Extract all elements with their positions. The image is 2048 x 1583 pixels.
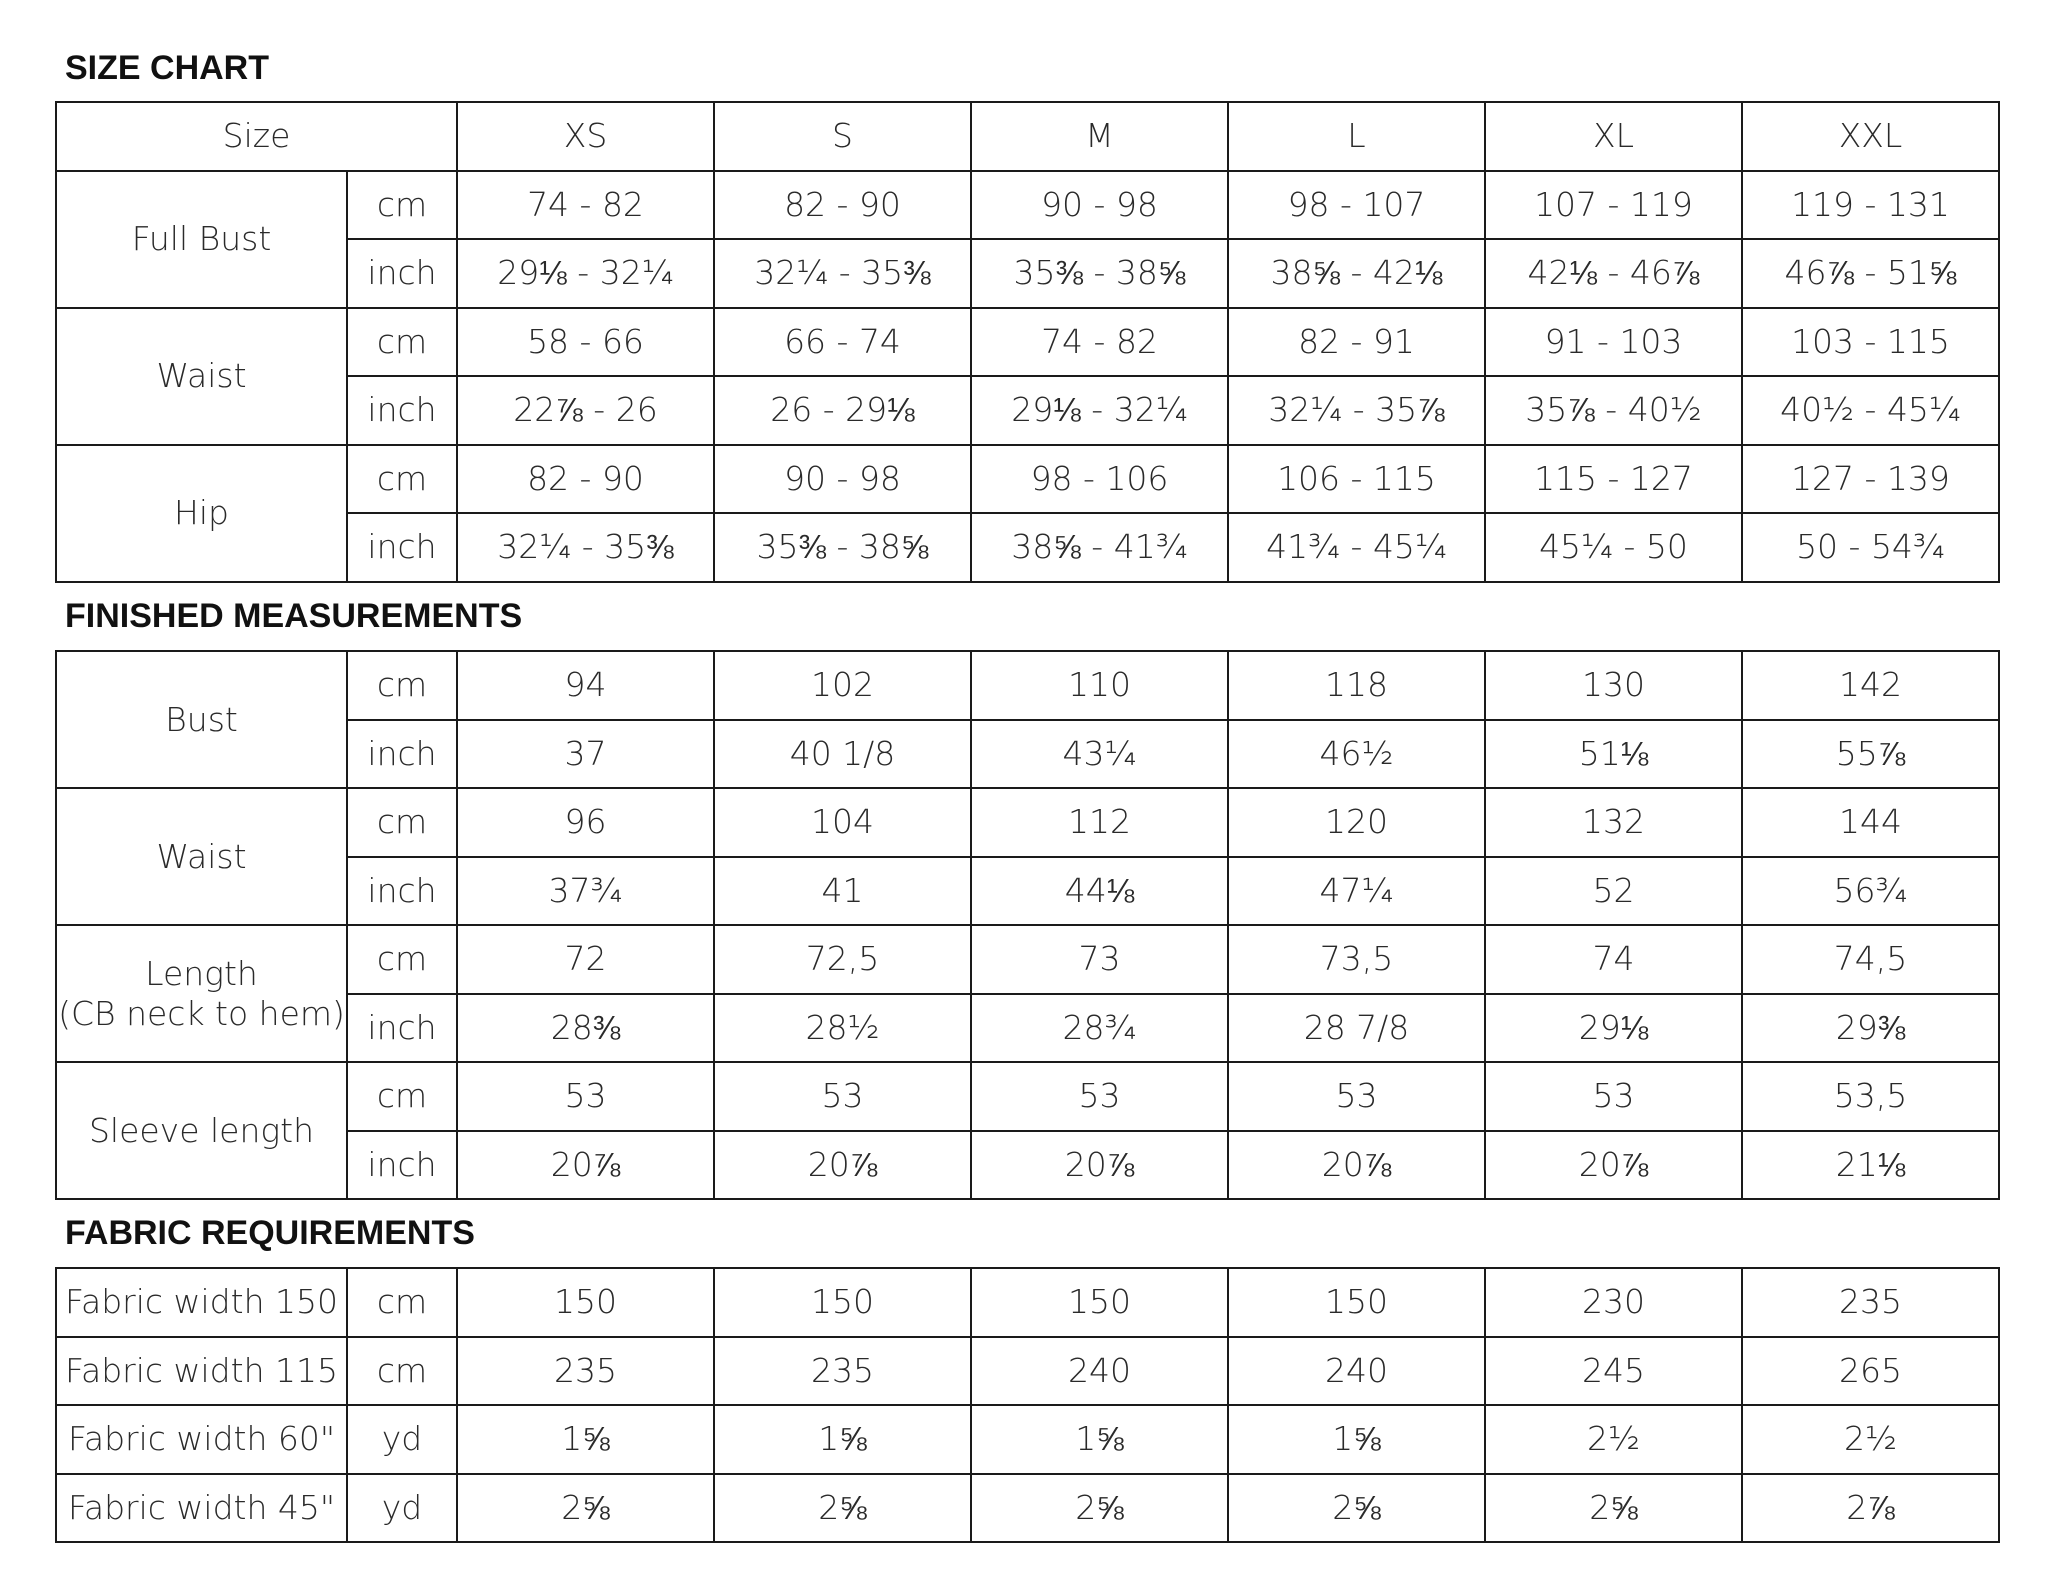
value-cell: 235	[1742, 1268, 1999, 1337]
unit-cell: inch	[347, 994, 457, 1063]
table-row	[56, 1268, 1999, 1337]
value-cell: 29⅛	[1485, 994, 1742, 1063]
value-cell: 58 - 66	[457, 308, 714, 377]
value-cell: 40½ - 45¼	[1742, 376, 1999, 445]
value-cell: 41¾ - 45¼	[1228, 513, 1485, 582]
unit-cell: cm	[347, 1268, 457, 1337]
table-row	[56, 994, 1999, 1063]
value-cell: 28⅜	[457, 994, 714, 1063]
value-cell: 130	[1485, 651, 1742, 720]
value-cell: 51⅛	[1485, 720, 1742, 789]
value-cell: 45¼ - 50	[1485, 513, 1742, 582]
value-cell: 127 - 139	[1742, 445, 1999, 514]
value-cell: 44⅛	[971, 857, 1228, 926]
value-cell: 41	[714, 857, 971, 926]
value-cell: 40 1/8	[714, 720, 971, 789]
measurement-label: Full Bust	[56, 171, 347, 308]
table-row	[56, 1474, 1999, 1543]
measurement-label	[56, 925, 347, 1062]
value-cell: 230	[1485, 1268, 1742, 1337]
value-cell: 43¼	[971, 720, 1228, 789]
table-row	[56, 445, 1999, 514]
value-cell: 53	[457, 1062, 714, 1131]
table-row	[56, 1131, 1999, 1200]
measurement-label: Waist	[56, 788, 347, 925]
table-row	[56, 788, 1999, 857]
value-cell: 20⅞	[714, 1131, 971, 1200]
unit-cell: inch	[347, 239, 457, 308]
value-cell: 52	[1485, 857, 1742, 926]
value-cell: 98 - 107	[1228, 171, 1485, 240]
value-cell: 21⅛	[1742, 1131, 1999, 1200]
value-cell: 53,5	[1742, 1062, 1999, 1131]
value-cell: 150	[457, 1268, 714, 1337]
value-cell: 119 - 131	[1742, 171, 1999, 240]
value-cell: 132	[1485, 788, 1742, 857]
value-cell: 29⅛ - 32¼	[457, 239, 714, 308]
value-cell: 2⅝	[971, 1474, 1228, 1543]
value-cell: 35⅞ - 40½	[1485, 376, 1742, 445]
value-cell: 150	[714, 1268, 971, 1337]
value-cell: 73,5	[1228, 925, 1485, 994]
value-cell: 235	[714, 1337, 971, 1406]
value-cell: 20⅞	[971, 1131, 1228, 1200]
value-cell: 2⅝	[1228, 1474, 1485, 1543]
value-cell: 94	[457, 651, 714, 720]
value-cell: 2⅝	[714, 1474, 971, 1543]
table-row	[56, 513, 1999, 582]
unit-cell: cm	[347, 788, 457, 857]
value-cell: 32¼ - 35⅜	[714, 239, 971, 308]
value-cell: 32¼ - 35⅞	[1228, 376, 1485, 445]
value-cell: 107 - 119	[1485, 171, 1742, 240]
finished-measurements-table	[55, 650, 2000, 1200]
value-cell: 103 - 115	[1742, 308, 1999, 377]
value-cell: 235	[457, 1337, 714, 1406]
value-cell: 112	[971, 788, 1228, 857]
value-cell: 35⅜ - 38⅝	[714, 513, 971, 582]
value-cell: 2⅞	[1742, 1474, 1999, 1543]
value-cell: 1⅝	[714, 1405, 971, 1474]
value-cell: 72,5	[714, 925, 971, 994]
unit-cell: cm	[347, 925, 457, 994]
unit-cell: cm	[347, 1062, 457, 1131]
value-cell: 91 - 103	[1485, 308, 1742, 377]
fabric-label: Fabric width 150	[56, 1268, 347, 1337]
table-row	[56, 308, 1999, 377]
value-cell: 82 - 91	[1228, 308, 1485, 377]
size-chart-title: SIZE CHART	[65, 49, 269, 87]
value-cell: 90 - 98	[971, 171, 1228, 240]
value-cell: 120	[1228, 788, 1485, 857]
unit-cell: yd	[347, 1474, 457, 1543]
value-cell: 20⅞	[1228, 1131, 1485, 1200]
unit-cell: inch	[347, 1131, 457, 1200]
value-cell: 2⅝	[457, 1474, 714, 1543]
value-cell: 28½	[714, 994, 971, 1063]
value-cell: 53	[1485, 1062, 1742, 1131]
size-header-cell: M	[971, 102, 1228, 171]
value-cell: 98 - 106	[971, 445, 1228, 514]
table-row	[56, 239, 1999, 308]
value-cell: 20⅞	[1485, 1131, 1742, 1200]
value-cell: 66 - 74	[714, 308, 971, 377]
value-cell: 150	[971, 1268, 1228, 1337]
size-header-label: Size	[56, 102, 457, 171]
value-cell: 110	[971, 651, 1228, 720]
value-cell: 1⅝	[1228, 1405, 1485, 1474]
value-cell: 74,5	[1742, 925, 1999, 994]
value-cell: 118	[1228, 651, 1485, 720]
unit-cell: cm	[347, 445, 457, 514]
table-row	[56, 925, 1999, 994]
unit-cell: inch	[347, 376, 457, 445]
value-cell: 150	[1228, 1268, 1485, 1337]
value-cell: 42⅛ - 46⅞	[1485, 239, 1742, 308]
value-cell: 28¾	[971, 994, 1228, 1063]
unit-cell: cm	[347, 651, 457, 720]
value-cell: 46⅞ - 51⅝	[1742, 239, 1999, 308]
value-cell: 47¼	[1228, 857, 1485, 926]
table-row	[56, 1337, 1999, 1406]
value-cell: 50 - 54¾	[1742, 513, 1999, 582]
measurement-label: Waist	[56, 308, 347, 445]
value-cell: 104	[714, 788, 971, 857]
value-cell: 29⅛ - 32¼	[971, 376, 1228, 445]
value-cell: 35⅜ - 38⅝	[971, 239, 1228, 308]
fabric-requirements-title: FABRIC REQUIREMENTS	[65, 1214, 475, 1252]
value-cell: 38⅝ - 41¾	[971, 513, 1228, 582]
fabric-label: Fabric width 45"	[56, 1474, 347, 1543]
value-cell: 37	[457, 720, 714, 789]
value-cell: 55⅞	[1742, 720, 1999, 789]
table-row	[56, 171, 1999, 240]
value-cell: 37¾	[457, 857, 714, 926]
size-header-cell: XL	[1485, 102, 1742, 171]
value-cell: 38⅝ - 42⅛	[1228, 239, 1485, 308]
fabric-label: Fabric width 115	[56, 1337, 347, 1406]
table-row	[56, 1405, 1999, 1474]
unit-cell: cm	[347, 1337, 457, 1406]
table-row	[56, 1062, 1999, 1131]
size-header-cell: XS	[457, 102, 714, 171]
unit-cell: inch	[347, 720, 457, 789]
value-cell: 29⅜	[1742, 994, 1999, 1063]
unit-cell: yd	[347, 1405, 457, 1474]
value-cell: 106 - 115	[1228, 445, 1485, 514]
value-cell: 72	[457, 925, 714, 994]
unit-cell: inch	[347, 513, 457, 582]
unit-cell: cm	[347, 171, 457, 240]
value-cell: 73	[971, 925, 1228, 994]
value-cell: 96	[457, 788, 714, 857]
value-cell: 82 - 90	[714, 171, 971, 240]
size-header-row	[56, 102, 1999, 171]
value-cell: 265	[1742, 1337, 1999, 1406]
value-cell: 144	[1742, 788, 1999, 857]
value-cell: 28 7/8	[1228, 994, 1485, 1063]
size-header-cell: L	[1228, 102, 1485, 171]
table-row	[56, 720, 1999, 789]
value-cell: 1⅝	[457, 1405, 714, 1474]
size-chart-table	[55, 101, 2000, 583]
value-cell: 115 - 127	[1485, 445, 1742, 514]
measurement-label: Bust	[56, 651, 347, 788]
value-cell: 240	[971, 1337, 1228, 1406]
value-cell: 22⅞ - 26	[457, 376, 714, 445]
measurement-sublabel-text: (CB neck to hem)	[58, 993, 345, 1033]
value-cell: 46½	[1228, 720, 1485, 789]
fabric-label: Fabric width 60"	[56, 1405, 347, 1474]
value-cell: 26 - 29⅛	[714, 376, 971, 445]
value-cell: 142	[1742, 651, 1999, 720]
fabric-requirements-table	[55, 1267, 2000, 1543]
unit-cell: cm	[347, 308, 457, 377]
value-cell: 53	[1228, 1062, 1485, 1131]
table-row	[56, 857, 1999, 926]
value-cell: 74 - 82	[971, 308, 1228, 377]
value-cell: 32¼ - 35⅜	[457, 513, 714, 582]
size-header-cell: S	[714, 102, 971, 171]
table-row	[56, 651, 1999, 720]
unit-cell: inch	[347, 857, 457, 926]
value-cell: 245	[1485, 1337, 1742, 1406]
value-cell: 240	[1228, 1337, 1485, 1406]
value-cell: 2½	[1485, 1405, 1742, 1474]
value-cell: 1⅝	[971, 1405, 1228, 1474]
value-cell: 90 - 98	[714, 445, 971, 514]
value-cell: 2½	[1742, 1405, 1999, 1474]
value-cell: 53	[971, 1062, 1228, 1131]
finished-measurements-title: FINISHED MEASUREMENTS	[65, 597, 523, 635]
measurement-label-text: Length	[145, 953, 258, 993]
size-header-cell: XXL	[1742, 102, 1999, 171]
measurement-label: Hip	[56, 445, 347, 582]
value-cell: 20⅞	[457, 1131, 714, 1200]
value-cell: 2⅝	[1485, 1474, 1742, 1543]
value-cell: 53	[714, 1062, 971, 1131]
value-cell: 102	[714, 651, 971, 720]
value-cell: 74	[1485, 925, 1742, 994]
measurement-label: Sleeve length	[56, 1062, 347, 1199]
value-cell: 82 - 90	[457, 445, 714, 514]
value-cell: 56¾	[1742, 857, 1999, 926]
value-cell: 74 - 82	[457, 171, 714, 240]
table-row	[56, 376, 1999, 445]
